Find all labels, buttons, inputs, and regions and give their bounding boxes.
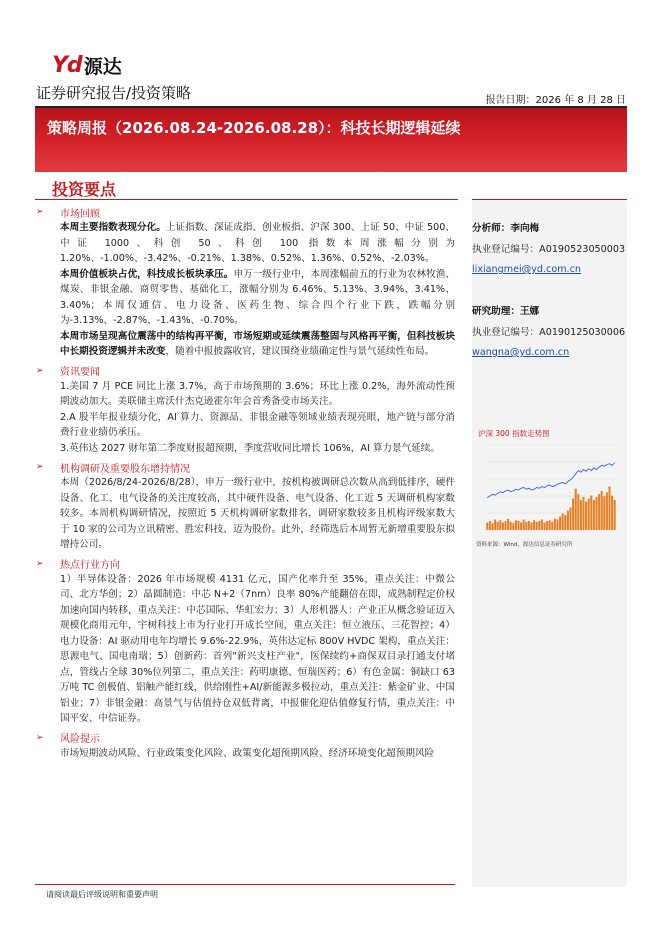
chart-volume-bar bbox=[567, 511, 569, 531]
section-title: 投资要点 bbox=[52, 180, 117, 199]
chart-volume-bar bbox=[590, 496, 592, 531]
chart-volume-bar bbox=[549, 520, 551, 530]
paragraph-text: 申万一级行业中，本周涨幅前五的行业为农林牧渔、煤炭、非银金融、商贸零售、基础化工，涨幅分别为 6.46%、5.13%、3.94%、3.41%、3.40%；本周仅通信、电力设备、医药生物、综合四个行业下跌，跌幅分别为-3.13%、-2.87%、-1.43%、-0.70%。 bbox=[60, 268, 456, 326]
report-date: 报告日期：2026 年 8 月 28 日 bbox=[485, 95, 626, 106]
chart-volume-bar bbox=[588, 499, 590, 531]
chart-volume-bar bbox=[609, 487, 611, 531]
index-chart bbox=[476, 425, 624, 540]
paragraph-text: 市场短期波动风险、行业政策变化风险、政策变化超预期风险、经济环境变化超预期风险 bbox=[60, 747, 435, 759]
assistant-registration: 执业登记编号：A0190125030006 bbox=[472, 327, 626, 338]
paragraph bbox=[60, 746, 455, 762]
paragraph bbox=[60, 267, 455, 329]
company-logo bbox=[52, 52, 122, 79]
chart-volume-bar bbox=[575, 489, 577, 530]
chart-volume-bar bbox=[570, 508, 572, 531]
chart-index-line bbox=[487, 463, 614, 498]
chart-volume-bar bbox=[606, 493, 608, 531]
chart-volume-bar bbox=[528, 521, 530, 530]
report-title: 策略周报（2026.08.24-2026.08.28）：科技长期逻辑延续 bbox=[47, 119, 461, 137]
logo-mark: Yd bbox=[52, 53, 82, 78]
bullet-arrow-icon: ➢ bbox=[36, 462, 44, 472]
section-title-underline bbox=[35, 199, 458, 200]
chart-volume-bar bbox=[583, 497, 585, 530]
chart-volume-bar bbox=[577, 494, 579, 530]
chart-volume-bar bbox=[518, 521, 520, 530]
bullet-arrow-icon: ➢ bbox=[36, 207, 44, 217]
chart-volume-bar bbox=[533, 520, 535, 530]
chart-volume-bar bbox=[525, 522, 527, 530]
paragraph-text: ，随着中报披露收官，建议围绕业绩确定性与景气延续性布局。 bbox=[165, 346, 435, 357]
paragraph-text: 1.美国 7 月 PCE 同比上涨 3.7%，高于市场预期的 3.6%；环比上涨 0.2%，海外流动性预期波动加大。美联储主席沃什杰克逊霍尔年会首秀备受市场关注。 bbox=[60, 380, 455, 407]
chart-volume-bar bbox=[572, 499, 574, 531]
chart-volume-bar bbox=[554, 519, 556, 530]
chart-volume-bar bbox=[499, 520, 501, 530]
title-banner bbox=[35, 108, 627, 172]
main-content bbox=[35, 204, 455, 764]
bullet-arrow-icon: ➢ bbox=[36, 732, 44, 743]
chart-volume-bar bbox=[510, 522, 512, 530]
chart-volume-bar bbox=[486, 523, 488, 531]
chart-volume-bar bbox=[614, 500, 616, 530]
chart-volume-bar bbox=[585, 502, 587, 531]
paragraph-text: 本周（2026/8/24-2026/8/28），申万一级行业中，按机构被调研总次数从高到低排序，硬件设备、化工、电气设备的关注度较高，其中硬件设备、电气设备、化工近 5 天调研机构家数较多。本周机构调研情况，按照近 5 天机构调研家数排名，调研家数较多且机构评级家数大于 10 家的公司为立讯精密、胜宏科技、迈为股份。此外，经筛选后本周暂无新增重要股东拟增持公司。 bbox=[60, 477, 455, 550]
chart-volume-bar bbox=[601, 491, 603, 530]
paragraph-text: 2.A 股半年报业绩分化，AI 算力、资源品、非银金融等领域业绩表现亮眼，地产链与部分消费行业业绩仍承压。 bbox=[60, 411, 455, 438]
logo-text: 源达 bbox=[83, 56, 122, 78]
chart-volume-bar bbox=[596, 497, 598, 530]
paragraph-lead: 本周市场呈现高位震荡中的结构再平衡，市场短期或延续震荡整固与风格再平衡，但科技板块中长期投资逻辑并未改变 bbox=[60, 330, 455, 357]
paragraph bbox=[60, 410, 455, 441]
analyst-registration: 执业登记编号：A0190523050003 bbox=[472, 244, 626, 255]
paragraph bbox=[60, 329, 455, 360]
chart-volume-bar bbox=[562, 514, 564, 531]
chart-volume-bar bbox=[611, 496, 613, 531]
paragraph bbox=[60, 220, 455, 267]
paragraph-text: 上证指数、深证成指、创业板指、沪深 300、上证 50、中证 500、中证 1000、科创 50、科创 100 指数本周涨幅分别为 1.20%、-1.00%、-3.42%、-0.21%、1.38%、0.52%、1.36%、0.52%、-2.03%。 bbox=[60, 222, 455, 264]
assistant-name: 研究助理：王娜 bbox=[472, 306, 540, 317]
chart-volume-bar bbox=[531, 523, 533, 531]
chart-volume-bar bbox=[541, 520, 543, 531]
assistant-block bbox=[472, 304, 627, 360]
paragraph-text: 1）半导体设备：2026 年市场规模 4131 亿元，国产化率升至 35%，重点关注：中微公司、北方华创；2）晶圆制造：中芯 N+2（7nm）良率 80%产能翻倍在即，成熟制程定价权加速向国内转移，重点关注：中芯国际、华虹宏力；3）人形机器人：产业正从概念验证迈入规模化商用元年，宇树科技上市为行业打开成长空间，重点关注：恒立液压、三花智控；4）电力设备：AI 驱动用电年均增长 9.6%-22.9%，英伟达定标 800V HVDC 架构，重点关注：思源电气、国电南瑞；5）创新药：首列"新兴支柱产业"，医保续约+商保双目录打通支付堵点，管线占全球 30%位列第二，重点关注：药明康德、恒瑞医药；6）有色金属：铜缺口 63 万吨 TC 创极值、铝触产能红线，供给刚性+AI/新能源多极拉动，重点关注：紫金矿业、中国铝业；7）非银金融：高景气与估值持仓双低背离，中报催化迎估值修复行情，重点关注：中国平安、中信证券。 bbox=[60, 573, 455, 724]
chart-title: 沪深 300 指数走势图 bbox=[478, 429, 550, 438]
section-heading-label: 热点行业方向 bbox=[60, 560, 120, 571]
chart-volume-bar bbox=[494, 520, 496, 531]
chart-volume-bar bbox=[559, 517, 561, 531]
chart-volume-bar bbox=[544, 523, 546, 531]
disclaimer-note: 请阅读最后评级说明和重要声明 bbox=[46, 890, 158, 899]
paragraph bbox=[60, 441, 455, 457]
analyst-block bbox=[472, 221, 627, 277]
section-heading bbox=[35, 204, 455, 220]
section-heading bbox=[35, 556, 455, 572]
chart-volume-bar bbox=[536, 522, 538, 530]
chart-plot bbox=[476, 435, 624, 540]
chart-volume-bar bbox=[546, 521, 548, 530]
chart-volume-bar bbox=[593, 500, 595, 530]
section-heading bbox=[35, 363, 455, 379]
paragraph-lead: 本周价值板块占优，科技成长板块承压。 bbox=[60, 268, 234, 280]
analyst-name: 分析师：李向梅 bbox=[472, 223, 540, 234]
paragraph bbox=[60, 379, 455, 410]
chart-volume-bar bbox=[603, 496, 605, 530]
paragraph bbox=[60, 475, 455, 553]
chart-volume-bar bbox=[523, 520, 525, 531]
chart-volume-bar bbox=[520, 523, 522, 531]
analyst-email-link[interactable]: lixiangmei@yd.com.cn bbox=[472, 264, 581, 275]
chart-volume-bar bbox=[564, 515, 566, 530]
chart-volume-bar bbox=[580, 500, 582, 530]
paragraph-text: 3.英伟达 2027 财年第二季度财报超预期，季度营收同比增长 106%，AI 算力景气延续。 bbox=[60, 442, 440, 454]
chart-volume-bar bbox=[492, 523, 494, 530]
bullet-arrow-icon: ➢ bbox=[36, 365, 44, 376]
chart-volume-bar bbox=[507, 519, 509, 530]
paragraph-lead: 本周主要指数表现分化。 bbox=[60, 222, 166, 233]
section-heading-label: 市场回顾 bbox=[60, 208, 100, 220]
footer-divider bbox=[35, 884, 455, 885]
chart-volume-bar bbox=[551, 522, 553, 530]
chart-source: 资料来源：Wind，源达信息证券研究所 bbox=[476, 542, 573, 548]
chart-volume-bar bbox=[557, 520, 559, 531]
chart-volume-bar bbox=[538, 521, 540, 530]
section-heading-label: 资讯要闻 bbox=[60, 367, 100, 378]
section-heading-label: 机构调研及重要股东增持情况 bbox=[60, 463, 190, 475]
section-heading-label: 风险提示 bbox=[60, 734, 100, 745]
chart-volume-bar bbox=[489, 521, 491, 530]
report-type: 证券研究报告/投资策略 bbox=[36, 84, 192, 102]
section-heading bbox=[35, 730, 455, 746]
section-heading bbox=[35, 459, 455, 475]
bullet-arrow-icon: ➢ bbox=[36, 558, 44, 569]
chart-volume-bar bbox=[505, 521, 507, 530]
assistant-email-link[interactable]: wangna@yd.com.cn bbox=[472, 347, 570, 358]
chart-volume-bar bbox=[502, 523, 504, 531]
chart-volume-bar bbox=[497, 522, 499, 530]
chart-volume-bar bbox=[515, 520, 517, 530]
chart-volume-bar bbox=[598, 494, 600, 530]
chart-volume-bar bbox=[512, 523, 514, 530]
paragraph bbox=[60, 572, 455, 727]
